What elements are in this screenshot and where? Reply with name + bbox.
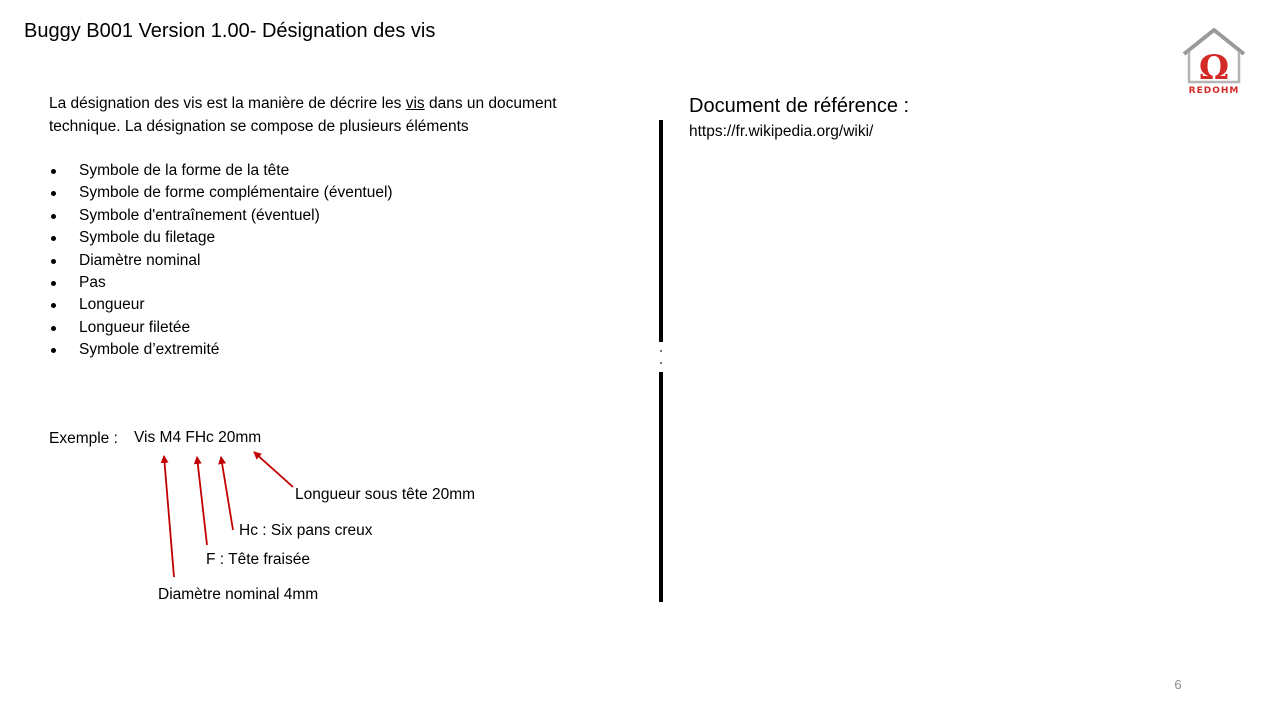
list-item: Longueur filetée	[49, 317, 393, 339]
drive-arrow	[221, 457, 233, 530]
page-number: 6	[1174, 677, 1182, 692]
list-item: Symbole de la forme de la tête	[49, 160, 393, 182]
list-item: Symbole de forme complémentaire (éventuel)	[49, 182, 393, 204]
reference-title: Document de référence :	[689, 95, 910, 117]
reference-url[interactable]: https://fr.wikipedia.org/wiki/	[689, 123, 874, 140]
example-label: Exemple :	[49, 430, 118, 447]
example-code: Vis M4 FHc 20mm	[134, 429, 262, 446]
list-item: Symbole d'entraînement (éventuel)	[49, 205, 393, 227]
list-item: Symbole du filetage	[49, 227, 393, 249]
house-omega-icon	[1176, 26, 1252, 86]
intro-text-end: dans un document technique. La désignation se compose de plusieurs éléments	[49, 95, 557, 135]
list-item: Diamètre nominal	[49, 250, 393, 272]
list-item: Symbole d’extremité	[49, 339, 393, 361]
svg-text:Ω: Ω	[1198, 48, 1230, 86]
length-arrow	[254, 452, 293, 487]
list-item: Pas	[49, 272, 393, 294]
diameter-annotation: Diamètre nominal 4mm	[158, 586, 319, 603]
redohm-logo	[1176, 26, 1252, 98]
list-item: Longueur	[49, 294, 393, 316]
drive-annotation: Hc : Six pans creux	[239, 522, 373, 539]
head-arrow	[197, 457, 207, 545]
diameter-arrow	[164, 456, 174, 577]
page-title: Buggy B001 Version 1.00- Désignation des vis	[24, 20, 436, 42]
logo-text: REDOHM	[1188, 86, 1240, 96]
vis-link[interactable]: vis	[405, 95, 425, 112]
divider-gap	[659, 342, 663, 372]
intro-text-start: La désignation des vis est la manière de décrire les	[49, 95, 406, 112]
length-annotation: Longueur sous tête 20mm	[295, 486, 476, 503]
head-annotation: F : Tête fraisée	[206, 551, 310, 568]
